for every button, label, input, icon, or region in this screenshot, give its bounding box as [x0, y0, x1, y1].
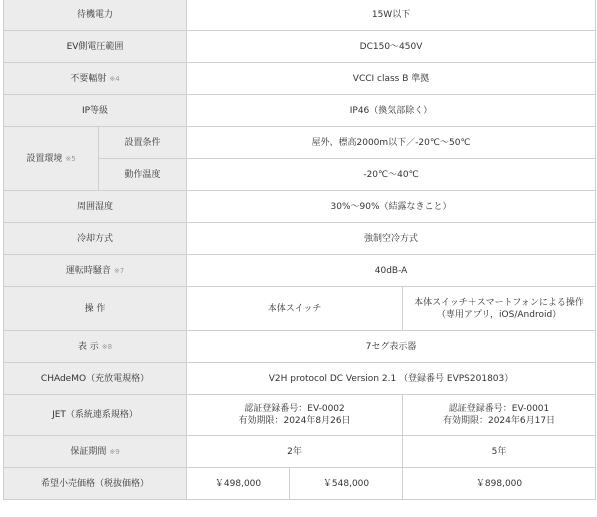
jet-value-a-line2: 有効期限：2024年8月26日: [238, 416, 351, 426]
jet-value-b-line2: 有効期限：2024年6月17日: [442, 416, 556, 426]
ip-rating-value: IP46（換気部除く）: [187, 95, 596, 127]
price-value-a2: ￥548,000: [290, 468, 403, 500]
standby-power-value: 15W以下: [187, 0, 596, 31]
unwanted-emission-label: [4, 63, 187, 95]
table-row-operating-noise: [4, 255, 596, 287]
footnote-marker: ※4: [109, 74, 120, 83]
table-row-warranty: [4, 436, 596, 468]
table-row-cooling-method: [4, 223, 596, 255]
ambient-humidity-label: 周囲湿度: [4, 191, 187, 223]
warranty-label-text: 保証期間: [70, 446, 107, 457]
chademo-label: CHAdeMO（充放電規格）: [4, 363, 187, 395]
warranty-value-a: 2年: [187, 436, 403, 468]
standby-power-label: 待機電力: [4, 0, 187, 31]
table-row-standby-power: [4, 0, 596, 31]
table-row-ambient-humidity: [4, 191, 596, 223]
table-row-jet: [4, 395, 596, 436]
unwanted-emission-label-text: 不要輻射: [70, 73, 107, 84]
warranty-value-b: 5年: [403, 436, 596, 468]
table-row-unwanted-emission: [4, 63, 596, 95]
operation-label: 操 作: [4, 287, 187, 331]
operating-noise-label-text: 運転時騒音: [65, 265, 111, 276]
jet-label: JET（系統連系規格）: [4, 395, 187, 436]
installation-label-text: 設置環境: [26, 153, 63, 164]
table-row-price: [4, 468, 596, 500]
unwanted-emission-value: VCCI class B 準拠: [187, 63, 596, 95]
installation-conditions-label: 設置条件: [99, 127, 187, 159]
ip-rating-label: IP等級: [4, 95, 187, 127]
table-row-ev-voltage: [4, 31, 596, 63]
operation-value-b-line1: 本体スイッチ＋スマートフォンによる操作: [414, 297, 584, 308]
cooling-method-value: 強制空冷方式: [187, 223, 596, 255]
table-row-chademo: [4, 363, 596, 395]
price-value-b: ￥898,000: [403, 468, 596, 500]
display-label: [4, 331, 187, 363]
table-row-operation: [4, 287, 596, 331]
footnote-marker: ※5: [65, 154, 76, 163]
operating-temp-label: 動作温度: [99, 159, 187, 191]
operation-value-b: [403, 287, 596, 331]
spec-table: [3, 0, 596, 500]
jet-value-a-line1: 認証登録番号：EV-0002: [244, 404, 345, 414]
operation-value-a: 本体スイッチ: [187, 287, 403, 331]
table-row-display: [4, 331, 596, 363]
operating-noise-value: 40dB-A: [187, 255, 596, 287]
footnote-marker: ※7: [113, 266, 125, 275]
ev-voltage-value: DC150～450V: [187, 31, 596, 63]
installation-label: [4, 127, 99, 191]
display-value: 7セグ表示器: [187, 331, 596, 363]
price-label: 希望小売価格（税抜価格）: [4, 468, 187, 500]
ev-voltage-label: EV側電圧範囲: [4, 31, 187, 63]
footnote-marker: ※8: [101, 342, 113, 351]
table-row-installation-conditions: [4, 127, 596, 159]
jet-value-b: [403, 395, 596, 436]
ambient-humidity-value: 30%～90%（結露なきこと）: [187, 191, 596, 223]
price-value-a1: ￥498,000: [187, 468, 290, 500]
operating-temp-value: -20℃～40℃: [187, 159, 596, 191]
jet-value-b-line1: 認証登録番号：EV-0001: [448, 404, 550, 414]
table-row-ip-rating: [4, 95, 596, 127]
chademo-value: V2H protocol DC Version 2.1 （登録番号 EVPS201803）: [187, 363, 596, 395]
cooling-method-label: 冷却方式: [4, 223, 187, 255]
display-label-text: 表 示: [77, 341, 99, 352]
jet-value-a: [187, 395, 403, 436]
footnote-marker: ※9: [109, 447, 120, 456]
operation-value-b-line2: （専用アプリ，iOS/Android）: [436, 309, 562, 320]
warranty-label: [4, 436, 187, 468]
operating-noise-label: [4, 255, 187, 287]
installation-conditions-value: 屋外、標高2000m以下／-20℃～50℃: [187, 127, 596, 159]
